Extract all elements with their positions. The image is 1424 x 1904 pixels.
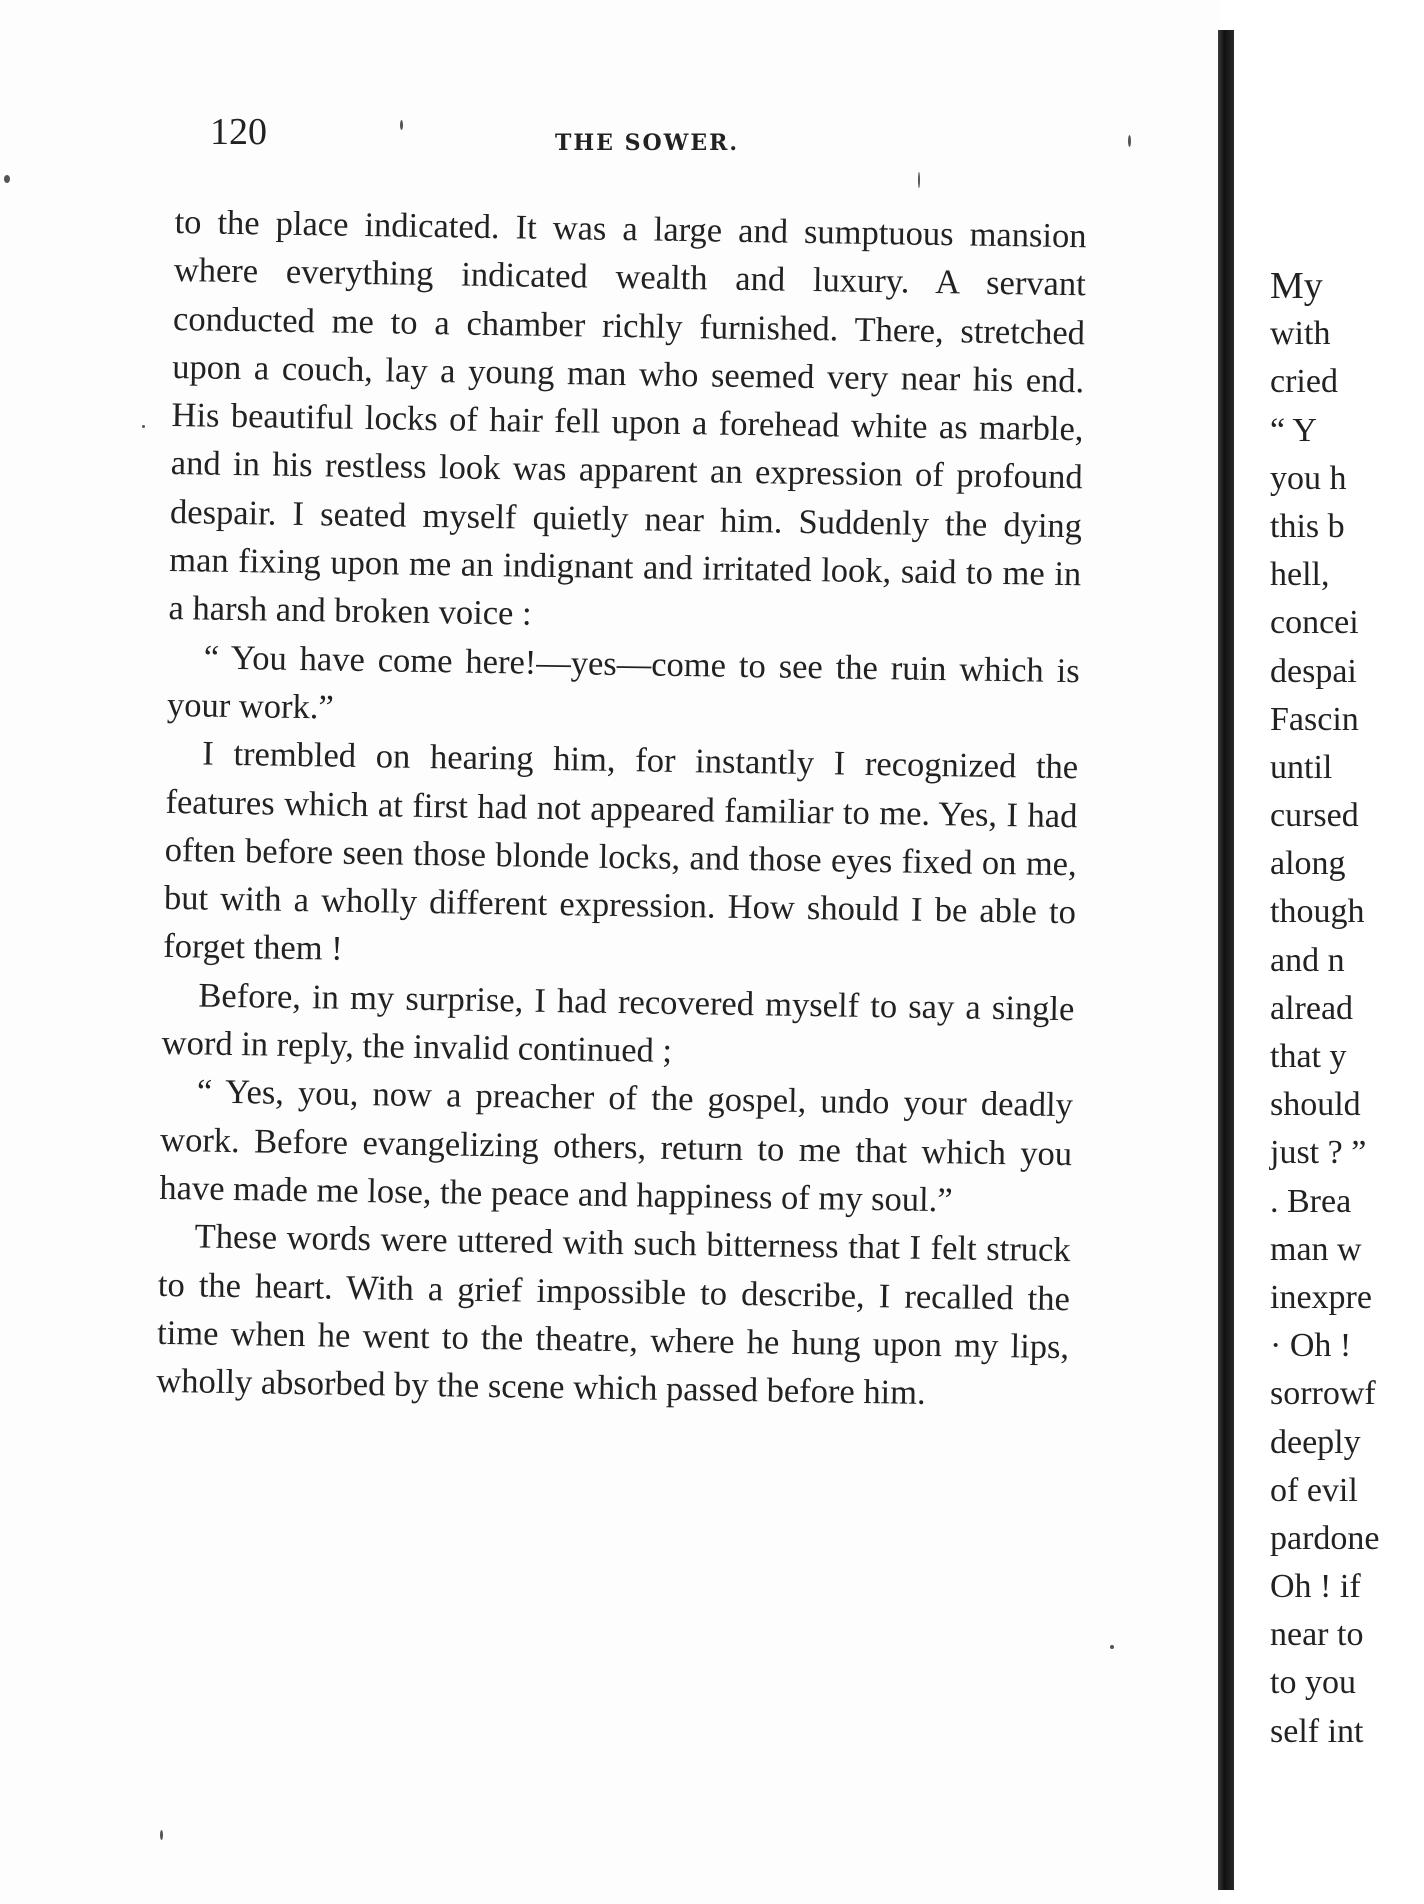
text-line: of evil — [1270, 1471, 1358, 1509]
text-line: with — [1270, 315, 1331, 353]
text-line: pardone — [1270, 1519, 1380, 1557]
text-line: until — [1270, 748, 1333, 786]
text-line: should — [1270, 1086, 1361, 1124]
paragraph: These words were uttered with such bitterness that I felt struck to the heart. With a grief impossible to describe, I recalled the time when he went to the theatre, where he hung upon my lips, wholly absorbed by the scene which passed before him. — [156, 1217, 1071, 1413]
text-line: just ? ” — [1270, 1134, 1367, 1172]
paragraph: I trembled on hearing him, for instantly I recognized the features which at first had not appeared familiar to me. Yes, I had often before seen those blonde locks, and those eyes fixed on me, but with a wholly different expression. How should I be able to forget them ! — [162, 734, 1079, 969]
text-line: along — [1270, 845, 1346, 883]
text-line: deeply — [1270, 1423, 1361, 1461]
scan-speck — [160, 1830, 163, 1840]
text-line: Fascin — [1270, 700, 1359, 738]
text-line: this b — [1270, 507, 1345, 545]
text-line: concei — [1270, 604, 1359, 642]
text-line: My — [1270, 265, 1323, 307]
scan-speck — [400, 120, 403, 130]
scan-speck — [918, 172, 920, 188]
text-line: . Brea — [1270, 1182, 1352, 1220]
text-line: Oh ! if — [1270, 1568, 1361, 1606]
page-header — [210, 110, 1090, 170]
text-line: and n — [1270, 941, 1345, 979]
page-gutter — [1218, 30, 1234, 1890]
scan-speck — [1110, 1645, 1114, 1649]
right-page — [1234, 0, 1424, 1904]
scan-speck — [142, 425, 145, 428]
text-line: “ Y — [1270, 411, 1317, 449]
text-line: despai — [1270, 652, 1357, 690]
paragraph: Before, in my surprise, I had recovered myself to say a single word in reply, the invalid continued ; — [161, 976, 1075, 1070]
running-head: THE SOWER. — [555, 130, 740, 156]
page-number: 120 — [210, 111, 267, 153]
text-line: alread — [1270, 989, 1354, 1027]
paragraph: to the place indicated. It was a large and sumptuous mansion where everything indicated wealth and luxury. A servant conducted me to a chamber richly furnished. There, stretched upon a couch, lay a young man who seemed very near his end. His beautiful locks of hair fell upon a forehead white as marble, and in his restless look was apparent an expression of profound despair. I seated myself quietly near him. Suddenly the dying man fixing upon me an indignant and irritated look, said to me in a harsh and broken voice : — [168, 202, 1087, 634]
text-line: hell, — [1270, 556, 1330, 594]
text-line: that y — [1270, 1038, 1347, 1075]
text-line: inexpre — [1270, 1278, 1372, 1316]
text-line: sorrowf — [1270, 1375, 1376, 1413]
right-page-text — [1270, 262, 1424, 1756]
paragraph: “ You have come here!—yes—come to see the ruin which is your work.” — [166, 638, 1080, 727]
text-line: cursed — [1270, 797, 1359, 835]
text-line: · Oh ! — [1270, 1327, 1352, 1365]
paragraph: “ Yes, you, now a preacher of the gospel, undo your deadly work. Before evangelizing others, return to me that which you have made me lose, the peace and happiness of my soul.” — [159, 1072, 1074, 1220]
scan-speck — [1128, 135, 1131, 147]
text-line: though — [1270, 893, 1365, 931]
text-line: man w — [1270, 1230, 1362, 1268]
body-text — [156, 198, 1087, 1420]
text-line: cried — [1270, 363, 1338, 401]
text-line: to you — [1270, 1664, 1356, 1702]
scan-speck — [4, 175, 10, 183]
text-line: self int — [1270, 1712, 1364, 1750]
text-line: near to — [1270, 1616, 1364, 1654]
text-line: you h — [1270, 459, 1347, 497]
